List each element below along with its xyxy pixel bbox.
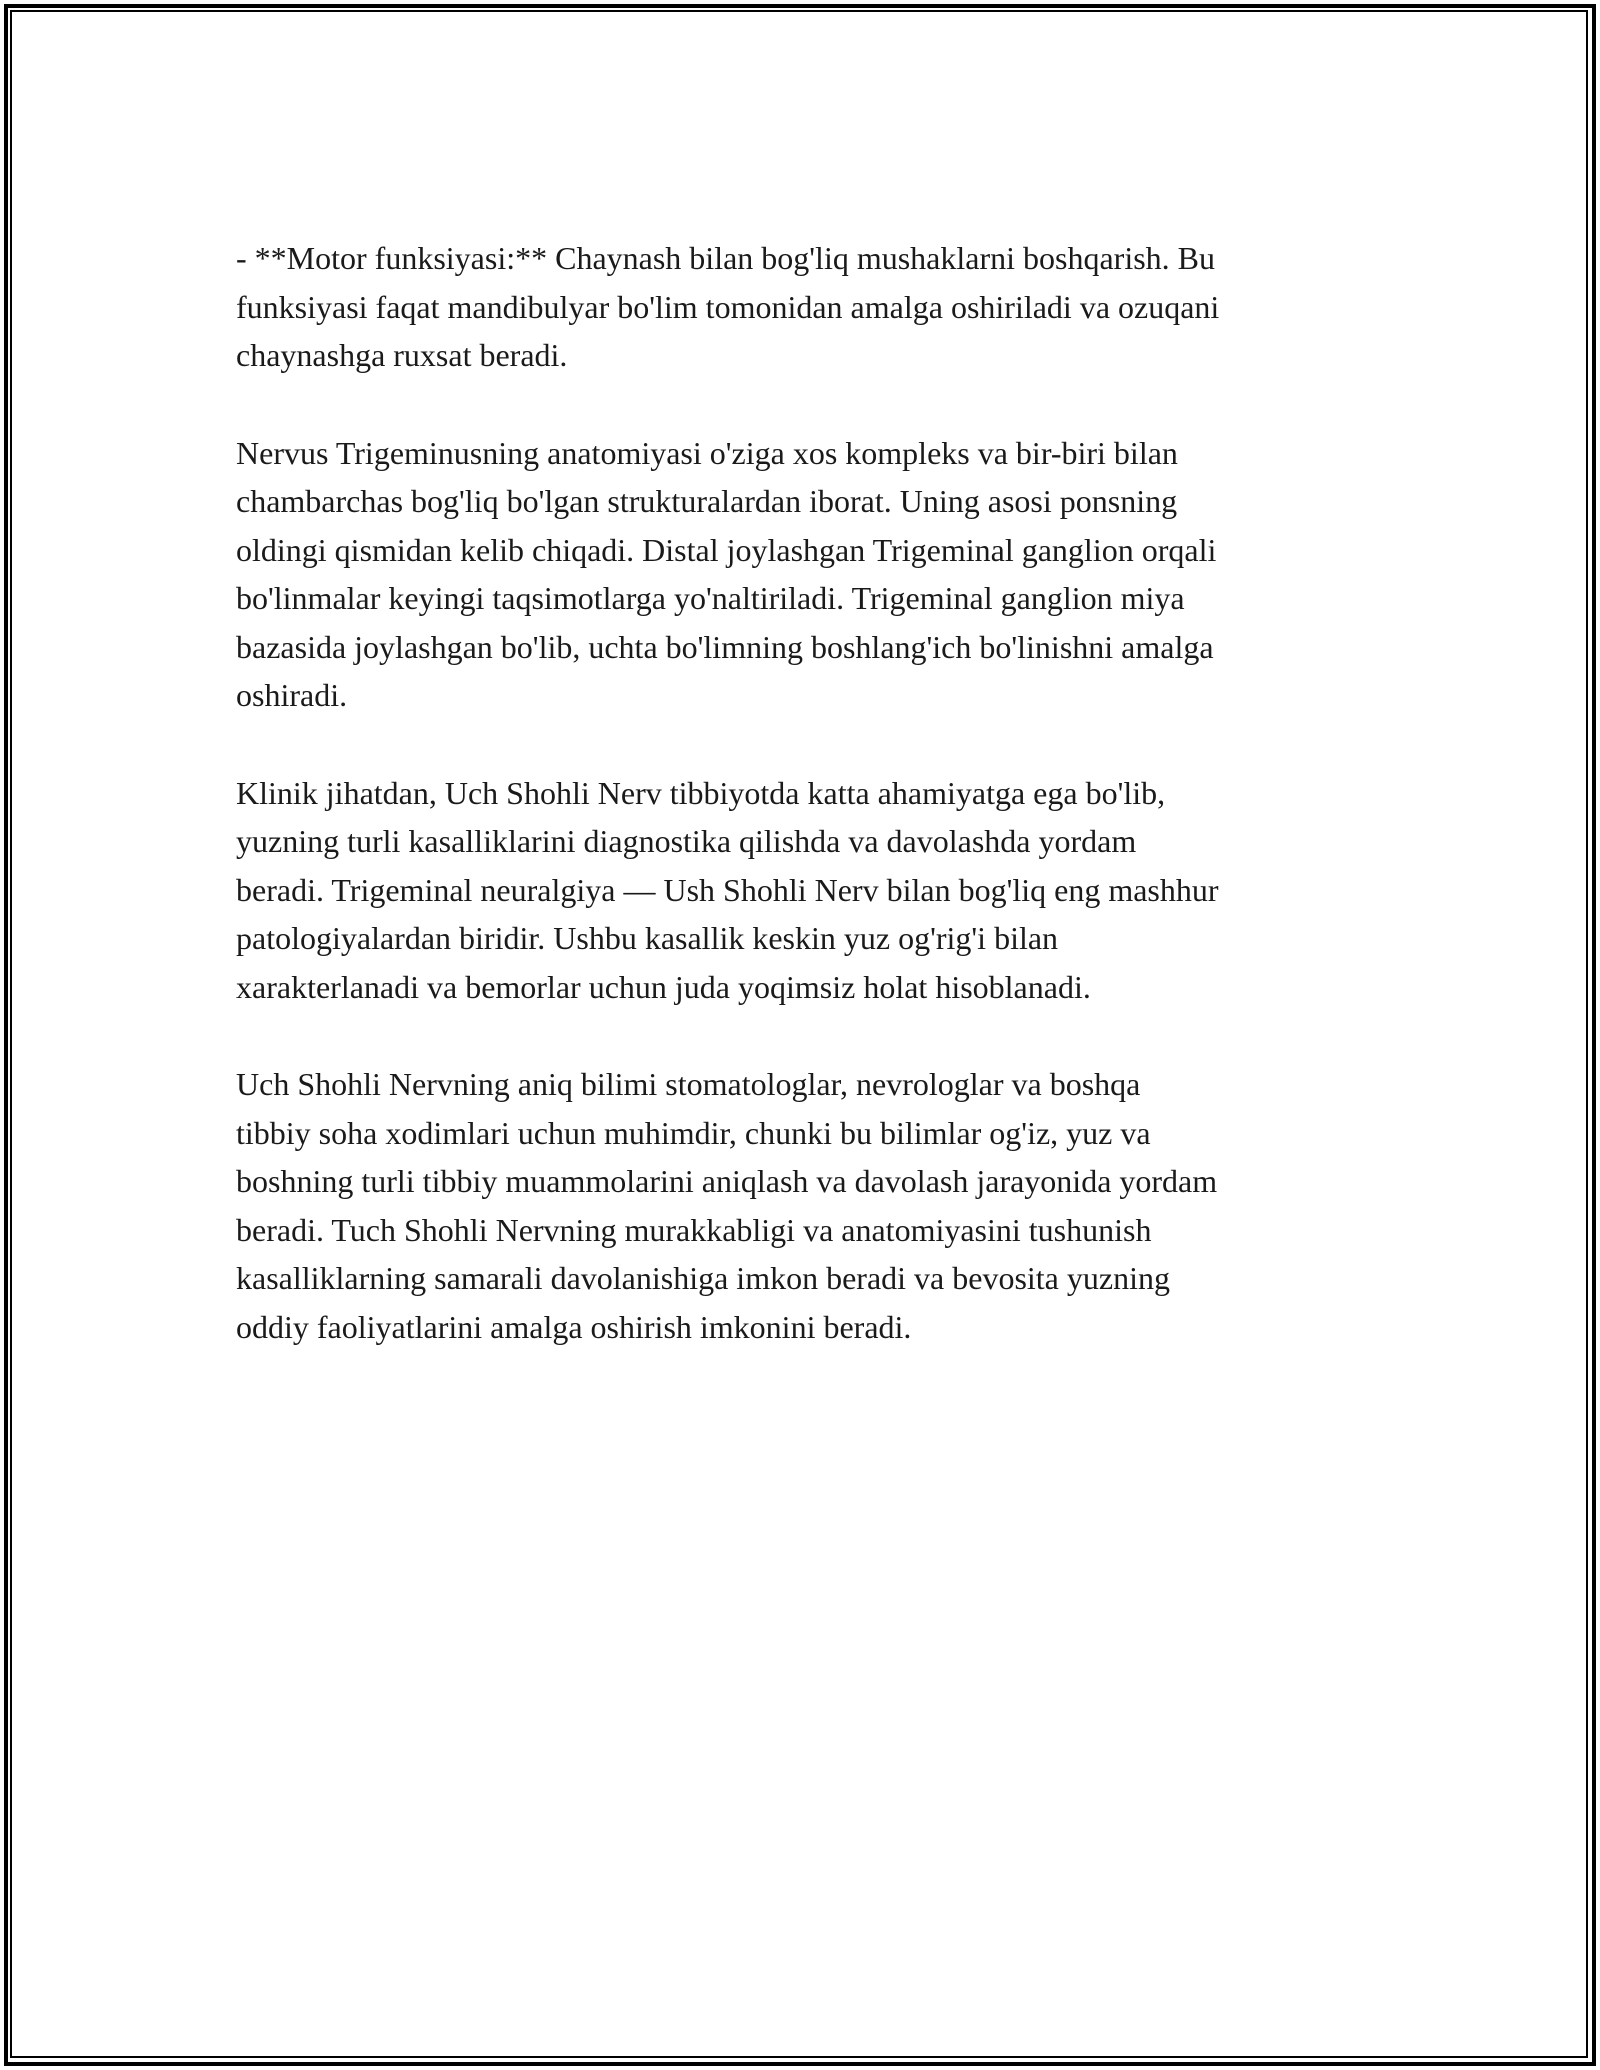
text-line: funksiyasi faqat mandibulyar bo'lim tomonidan amalga oshiriladi va ozuqani: [236, 288, 1220, 325]
text-line: oldingi qismidan kelib chiqadi. Distal joylashgan Trigeminal ganglion orqali: [236, 531, 1217, 568]
paragraph-anatomy: [236, 429, 1366, 720]
text-line: chaynashga ruxsat beradi.: [236, 337, 568, 373]
paragraph-knowledge: [236, 1060, 1366, 1351]
paragraph-clinical: [236, 769, 1366, 1012]
paragraph-motor-function: [236, 234, 1366, 380]
text-line: patologiyalardan biridir. Ushbu kasallik keskin yuz og'rig'i bilan: [236, 920, 1059, 956]
text-line: oshiradi.: [236, 677, 348, 713]
text-line: Uch Shohli Nervning aniq bilimi stomatologlar, nevrologlar va boshqa: [236, 1066, 1141, 1102]
text-line: oddiy faoliyatlarini amalga oshirish imkonini beradi.: [236, 1308, 912, 1345]
text-line: bazasida joylashgan bo'lib, uchta bo'limning boshlang'ich bo'linishni amalga: [236, 628, 1214, 665]
text-line: xarakterlanadi va bemorlar uchun juda yoqimsiz holat hisoblanadi.: [236, 968, 1091, 1005]
text-line: bo'linmalar keyingi taqsimotlarga yo'naltiriladi. Trigeminal ganglion miya: [236, 580, 1185, 616]
text-line: beradi. Trigeminal neuralgiya — Ush Shohli Nerv bilan bog'liq eng mashhur: [236, 871, 1219, 908]
document-body: [236, 234, 1366, 1400]
text-line: - **Motor funksiyasi:** Chaynash bilan bog'liq mushaklarni boshqarish. Bu: [236, 240, 1216, 276]
text-line: Klinik jihatdan, Uch Shohli Nerv tibbiyotda katta ahamiyatga ega bo'lib,: [236, 774, 1166, 811]
text-line: tibbiy soha xodimlari uchun muhimdir, chunki bu bilimlar og'iz, yuz va: [236, 1114, 1151, 1151]
text-line: beradi. Tuch Shohli Nervning murakkabligi va anatomiyasini tushunish: [236, 1211, 1152, 1248]
text-line: kasalliklarning samarali davolanishiga imkon beradi va bevosita yuzning: [236, 1260, 1170, 1296]
text-line: yuzning turli kasalliklarini diagnostika qilishda va davolashda yordam: [236, 823, 1137, 859]
text-line: chambarchas bog'liq bo'lgan strukturalardan iborat. Uning asosi ponsning: [236, 483, 1178, 519]
text-line: boshning turli tibbiy muammolarini aniqlash va davolash jarayonida yordam: [236, 1163, 1218, 1199]
text-line: Nervus Trigeminusning anatomiyasi o'ziga xos kompleks va bir-biri bilan: [236, 434, 1178, 471]
